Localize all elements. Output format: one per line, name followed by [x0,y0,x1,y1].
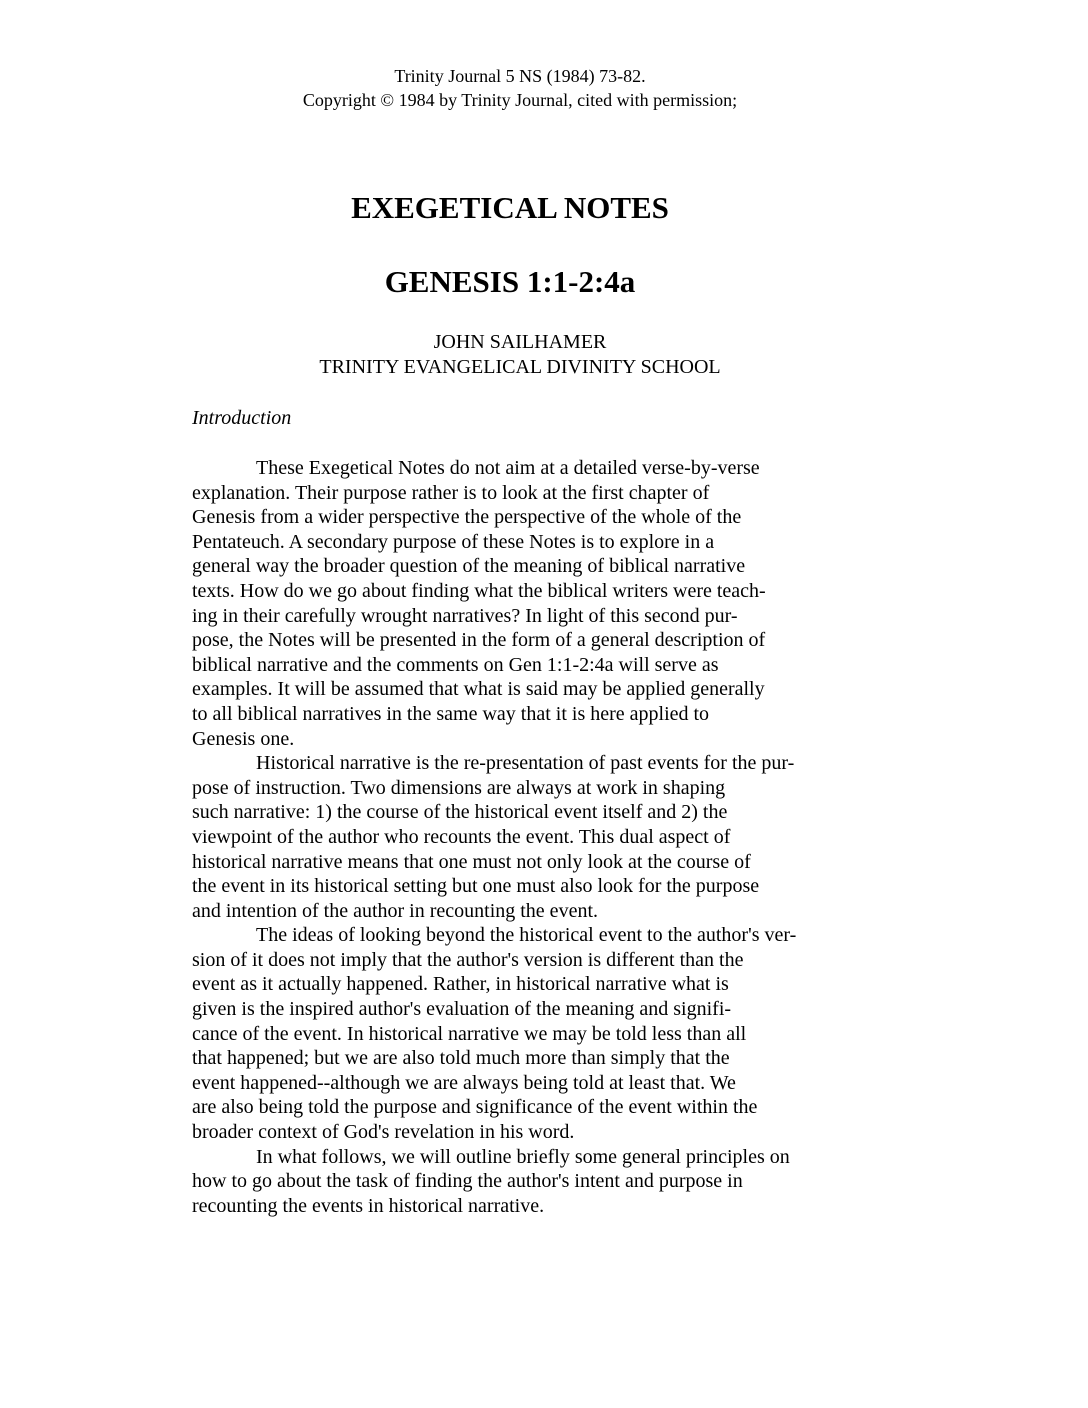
text-line: event as it actually happened. Rather, in historical narrative what is [192,973,729,996]
text-line: biblical narrative and the comments on Gen 1:1-2:4a will serve as [192,653,719,676]
text-line: how to go about the task of finding the author's intent and purpose in [192,1170,743,1193]
paragraph [192,1145,832,1219]
text-line: explanation. Their purpose rather is to look at the first chapter of [192,481,710,504]
text-line: ing in their carefully wrought narratives? In light of this second pur- [192,604,738,627]
text-line: In what follows, we will outline briefly some general principles on [256,1145,790,1168]
paragraph [192,751,832,923]
text-line: Genesis from a wider perspective the perspective of the whole of the [192,506,742,529]
paragraph [192,456,832,751]
text-line: such narrative: 1) the course of the historical event itself and 2) the [192,801,728,824]
section-heading: Introduction [192,407,292,429]
text-line: and intention of the author in recounting the event. [192,899,598,922]
text-line: sion of it does not imply that the author's version is different than the [192,948,744,971]
author-block [0,330,1040,380]
text-line: Pentateuch. A secondary purpose of these Notes is to explore in a [192,530,715,553]
text-line: pose of instruction. Two dimensions are always at work in shaping [192,776,726,799]
text-line: historical narrative means that one must not only look at the course of [192,850,751,873]
text-line: The ideas of looking beyond the historical event to the author's ver- [256,924,797,947]
copyright-notice: Copyright © 1984 by Trinity Journal, cited with permission; [302,90,738,110]
text-line: texts. How do we go about finding what the biblical writers were teach- [192,579,766,602]
paragraph [192,923,832,1144]
text-line: general way the broader question of the meaning of biblical narrative [192,555,746,578]
text-line: Historical narrative is the re-presentation of past events for the pur- [256,752,795,775]
text-line: examples. It will be assumed that what is said may be applied generally [192,678,765,701]
text-line: to all biblical narratives in the same way that it is here applied to [192,702,710,725]
text-line: given is the inspired author's evaluation of the meaning and signifi- [192,998,732,1021]
text-line: pose, the Notes will be presented in the form of a general description of [192,629,766,652]
text-line: recounting the events in historical narrative. [192,1194,545,1217]
text-line: are also being told the purpose and significance of the event within the [192,1096,758,1119]
text-line: These Exegetical Notes do not aim at a detailed verse-by-verse [256,457,760,479]
text-line: the event in its historical setting but one must also look for the purpose [192,875,760,898]
author-name: JOHN SAILHAMER [433,331,607,353]
text-line: viewpoint of the author who recounts the event. This dual aspect of [192,825,731,848]
text-line: that happened; but we are also told much more than simply that the [192,1047,730,1070]
page-subtitle: GENESIS 1:1-2:4a [384,264,636,299]
journal-citation: Trinity Journal 5 NS (1984) 73-82. [394,66,646,86]
text-line: cance of the event. In historical narrative we may be told less than all [192,1022,747,1045]
citation-header [0,64,1040,112]
page-title: EXEGETICAL NOTES [351,190,669,225]
author-institution: TRINITY EVANGELICAL DIVINITY SCHOOL [319,356,721,378]
text-line: event happened--although we are always being told at least that. We [192,1071,736,1094]
text-line: broader context of God's revelation in his word. [192,1121,575,1144]
text-line: Genesis one. [192,727,295,750]
body-text [192,456,832,1218]
